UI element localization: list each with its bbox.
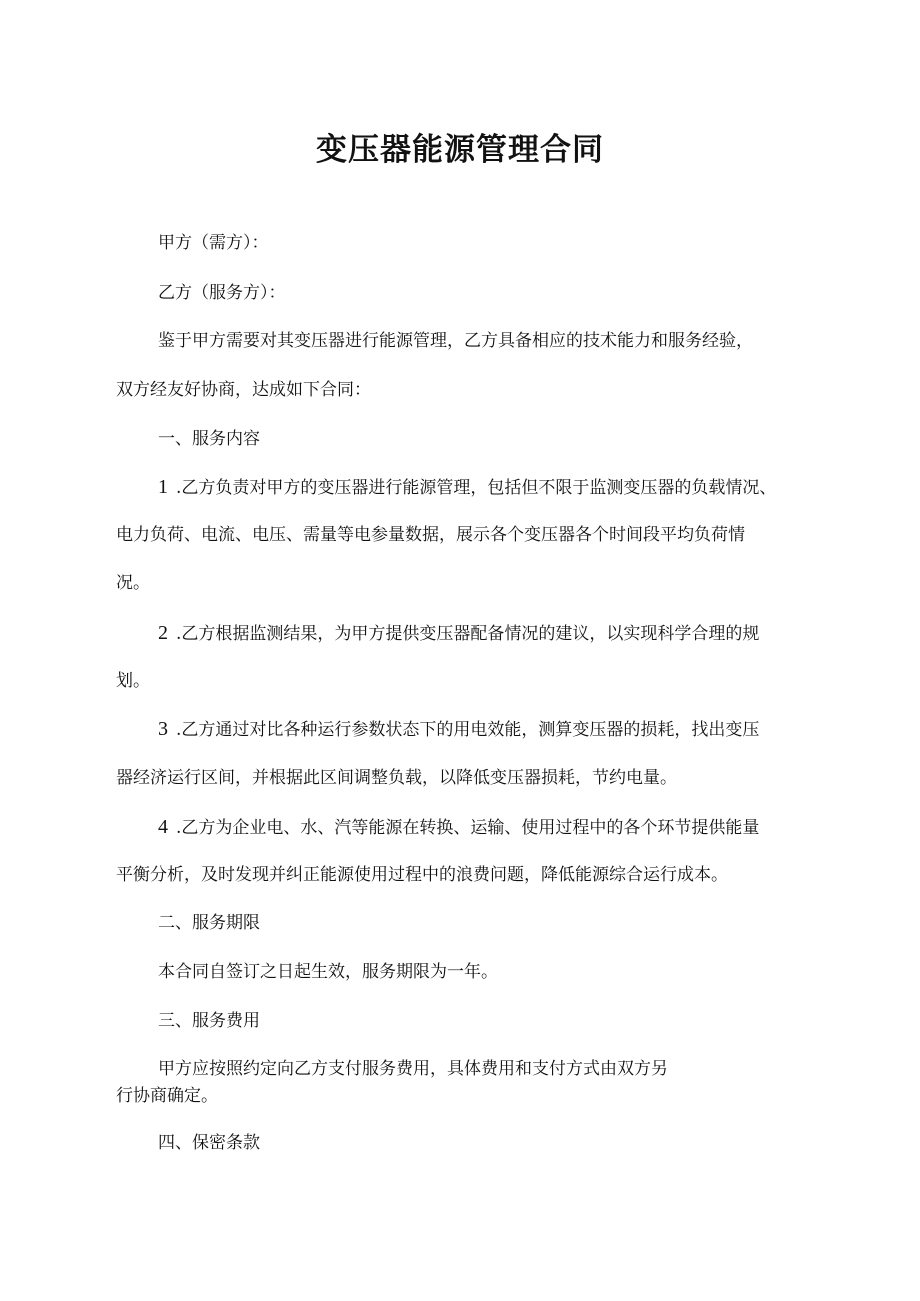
clause-4-line-1 xyxy=(158,816,759,839)
party-b-line: 乙方（服务方）： xyxy=(158,283,286,303)
clause-1-line-1 xyxy=(158,476,776,499)
clause-2-number: 2 xyxy=(158,622,168,644)
clause-4-number: 4 xyxy=(158,816,168,838)
preamble-line-1: 鉴于甲方需要对其变压器进行能源管理，乙方具备相应的技术能力和服务经验， xyxy=(158,331,753,351)
clause-3-text: .乙方通过对比各种运行参数状态下的用电效能，测算变压器的损耗，找出变压 xyxy=(176,720,760,740)
section-1-heading: 一、服务内容 xyxy=(158,429,260,449)
clause-4-text: .乙方为企业电、水、汽等能源在转换、运输、使用过程中的各个环节提供能量 xyxy=(176,818,760,838)
clause-4-line-2: 平衡分析，及时发现并纠正能源使用过程中的浪费问题，降低能源综合运行成本。 xyxy=(116,865,728,885)
section-3-heading: 三、服务费用 xyxy=(158,1011,260,1031)
section-3-body-line-2: 行协商确定。 xyxy=(116,1086,218,1106)
clause-1-line-2: 电力负荷、电流、电压、需量等电参量数据，展示各个变压器各个时间段平均负荷情 xyxy=(116,525,745,545)
clause-1-line-3: 况。 xyxy=(116,573,150,593)
section-3-body-line-1: 甲方应按照约定向乙方支付服务费用，具体费用和支付方式由双方另 xyxy=(158,1059,668,1079)
document-title: 变压器能源管理合同 xyxy=(316,132,604,168)
party-a-line: 甲方（需方）： xyxy=(158,233,269,253)
clause-3-number: 3 xyxy=(158,718,168,740)
preamble-line-2: 双方经友好协商，达成如下合同： xyxy=(116,380,371,400)
clause-1-number: 1 xyxy=(158,476,168,498)
clause-2-text: .乙方根据监测结果，为甲方提供变压器配备情况的建议，以实现科学合理的规 xyxy=(176,624,760,644)
clause-3-line-1 xyxy=(158,718,759,741)
clause-2-line-2: 划。 xyxy=(116,671,150,691)
clause-2-line-1 xyxy=(158,622,759,645)
clause-1-text: .乙方负责对甲方的变压器进行能源管理，包括但不限于监测变压器的负载情况、 xyxy=(176,478,777,498)
section-4-heading: 四、保密条款 xyxy=(158,1133,260,1153)
section-2-body: 本合同自签订之日起生效，服务期限为一年。 xyxy=(158,962,498,982)
clause-3-line-2: 器经济运行区间，并根据此区间调整负载，以降低变压器损耗，节约电量。 xyxy=(116,768,677,788)
section-2-heading: 二、服务期限 xyxy=(158,913,260,933)
